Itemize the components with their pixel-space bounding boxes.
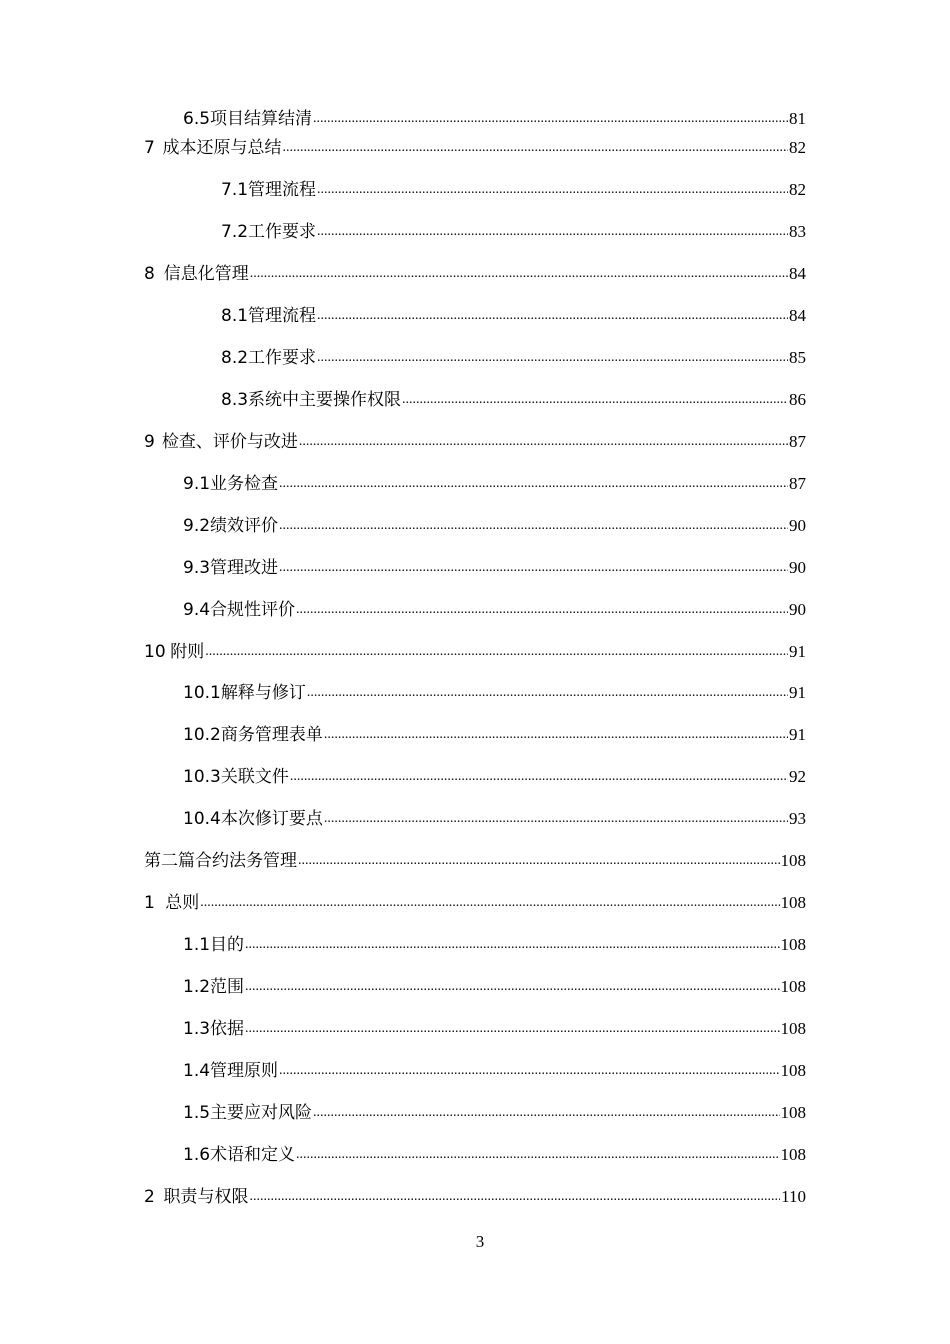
toc-entry-number: 10.4 (183, 809, 221, 829)
toc-entry-number: 6.5 (183, 109, 211, 129)
toc-entry-title: 本次修订要点 (220, 809, 323, 829)
toc-entry-number: 7.2 (221, 222, 249, 242)
toc-entry[interactable] (0, 762, 950, 788)
dot-leader (245, 1018, 779, 1040)
toc-entry-number: 1 (144, 893, 155, 913)
dot-leader (324, 808, 788, 830)
toc-entry[interactable] (0, 1014, 950, 1040)
toc-entry-title: 关联文件 (220, 767, 289, 787)
toc-entry[interactable] (0, 343, 950, 369)
toc-entry-page: 85 (789, 348, 806, 367)
toc-entry[interactable] (0, 301, 950, 327)
toc-entry-title: 术语和定义 (210, 1145, 296, 1165)
dot-leader (249, 1186, 780, 1208)
toc-entry[interactable] (0, 595, 950, 621)
toc-entry-title: 合规性评价 (210, 600, 296, 620)
dot-leader (245, 976, 779, 998)
toc-entry-number: 1.5 (183, 1103, 211, 1123)
toc-entry-title: 合约法务管理 (195, 851, 297, 871)
toc-entry-page: 93 (789, 809, 806, 828)
toc-entry-number: 2 (144, 1187, 155, 1207)
toc-entry-page: 87 (789, 474, 806, 493)
toc-entry-number: 8.3 (221, 390, 249, 410)
toc-entry-number: 1.4 (183, 1061, 211, 1081)
dot-leader (279, 515, 788, 537)
toc-entry-title: 范围 (210, 977, 245, 997)
dot-leader (324, 724, 788, 746)
toc-entry-title: 管理流程 (248, 306, 317, 326)
toc-entry-page: 81 (789, 109, 806, 128)
dot-leader (402, 389, 788, 411)
toc-entry-number: 9 (144, 432, 155, 452)
dot-leader (250, 263, 788, 285)
dot-leader (205, 641, 788, 663)
toc-entry[interactable] (0, 1056, 950, 1082)
toc-entry[interactable] (0, 846, 950, 872)
toc-entry-page: 83 (789, 222, 806, 241)
toc-entry[interactable] (0, 133, 950, 159)
toc-entry-title: 系统中主要操作权限 (248, 390, 402, 410)
toc-entry-number: 1.3 (183, 1019, 211, 1039)
toc-entry-number: 9.3 (183, 558, 211, 578)
toc-entry[interactable] (0, 804, 950, 830)
dot-leader (298, 850, 780, 872)
toc-entry-page: 108 (780, 851, 806, 870)
toc-entry[interactable] (0, 259, 950, 285)
toc-entry-page: 87 (789, 432, 806, 451)
toc-entry[interactable] (0, 469, 950, 495)
toc-entry-number: 8 (144, 264, 155, 284)
toc-entry[interactable] (0, 678, 950, 704)
toc-entry-title: 目的 (210, 935, 245, 955)
toc-entry-page: 108 (780, 893, 806, 912)
dot-leader (296, 1144, 779, 1166)
dot-leader (279, 473, 788, 495)
dot-leader (307, 682, 788, 704)
toc-entry[interactable] (0, 553, 950, 579)
toc-entry[interactable] (0, 1140, 950, 1166)
toc-entry-page: 82 (789, 138, 806, 157)
toc-entry-title: 主要应对风险 (210, 1103, 313, 1123)
toc-entry-page: 84 (789, 306, 806, 325)
toc-entry-title: 工作要求 (248, 348, 317, 368)
dot-leader (317, 347, 788, 369)
toc-entry-number: 9.2 (183, 516, 211, 536)
toc-entry-page: 108 (780, 1145, 806, 1164)
toc-entry-number: 7 (144, 138, 155, 158)
toc-entry-page: 92 (789, 767, 806, 786)
toc-entry-page: 108 (780, 1019, 806, 1038)
dot-leader (317, 305, 788, 327)
toc-entry-page: 91 (789, 683, 806, 702)
toc-entry-title: 管理改进 (210, 558, 279, 578)
toc-entry-number: 9.4 (183, 600, 211, 620)
toc-entry[interactable] (0, 217, 950, 243)
dot-leader (317, 179, 788, 201)
toc-entry[interactable] (0, 175, 950, 201)
toc-entry-number: 10.3 (183, 767, 221, 787)
dot-leader (296, 599, 788, 621)
toc-entry[interactable] (0, 427, 950, 453)
toc-entry[interactable] (0, 888, 950, 914)
toc-entry-title: 商务管理表单 (220, 725, 323, 745)
toc-entry-title: 工作要求 (248, 222, 317, 242)
toc-entry-number: 1.2 (183, 977, 211, 997)
toc-entry-title: 解释与修订 (220, 683, 306, 703)
toc-entry-page: 108 (780, 977, 806, 996)
toc-entry[interactable] (0, 1182, 950, 1208)
toc-entry-title: 管理原则 (210, 1061, 279, 1081)
toc-entry-page: 91 (789, 725, 806, 744)
dot-leader (299, 431, 788, 453)
toc-entry-page: 110 (781, 1187, 806, 1206)
toc-entry[interactable] (0, 720, 950, 746)
dot-leader (279, 557, 788, 579)
dot-leader (317, 221, 788, 243)
toc-entry[interactable] (0, 385, 950, 411)
dot-leader (245, 934, 779, 956)
dot-leader (313, 108, 788, 130)
toc-entry-number: 8.1 (221, 306, 249, 326)
toc-entry-title: 检查、评价与改进 (161, 432, 298, 452)
toc-entry-page: 91 (789, 642, 806, 661)
toc-entry-number: 7.1 (221, 180, 249, 200)
toc-entry[interactable] (0, 930, 950, 956)
dot-leader (283, 137, 788, 159)
toc-entry-title: 附则 (170, 642, 205, 662)
toc-entry-page: 108 (780, 935, 806, 954)
toc-entry-number: 9.1 (183, 474, 211, 494)
toc-entry-page: 90 (789, 558, 806, 577)
dot-leader (279, 1060, 779, 1082)
toc-entry-title: 依据 (210, 1019, 245, 1039)
toc-entry-number: 10.1 (183, 683, 221, 703)
toc-entry-page: 90 (789, 516, 806, 535)
toc-entry-number: 1.1 (183, 935, 211, 955)
toc-entry-number: 8.2 (221, 348, 249, 368)
toc-entry-title: 绩效评价 (210, 516, 279, 536)
toc-entry-title: 信息化管理 (163, 264, 249, 284)
toc-entry-page: 108 (780, 1103, 806, 1122)
toc-entry-title: 业务检查 (210, 474, 279, 494)
toc-entry-title: 成本还原与总结 (162, 138, 282, 158)
toc-entry-page: 82 (789, 180, 806, 199)
toc-entry[interactable] (0, 511, 950, 537)
toc-entry[interactable] (0, 637, 950, 663)
toc-entry-page: 86 (789, 390, 806, 409)
toc-entry[interactable] (0, 972, 950, 998)
toc-entry-page: 108 (780, 1061, 806, 1080)
toc-entry-number: 10.2 (183, 725, 221, 745)
toc-entry[interactable] (0, 1098, 950, 1124)
dot-leader (313, 1102, 779, 1124)
toc-entry-number: 1.6 (183, 1145, 211, 1165)
toc-entry[interactable] (0, 104, 950, 130)
dot-leader (290, 766, 788, 788)
toc-entry-title: 总则 (165, 893, 200, 913)
toc-entry-number: 10 (144, 642, 166, 662)
toc-entry-title: 项目结算结清 (210, 109, 313, 129)
toc-entry-page: 84 (789, 264, 806, 283)
page-number: 3 (475, 1232, 485, 1251)
dot-leader (200, 892, 779, 914)
toc-entry-page: 90 (789, 600, 806, 619)
toc-entry-number: 第二篇 (144, 851, 195, 871)
toc-entry-title: 管理流程 (248, 180, 317, 200)
toc-entry-title: 职责与权限 (163, 1187, 249, 1207)
